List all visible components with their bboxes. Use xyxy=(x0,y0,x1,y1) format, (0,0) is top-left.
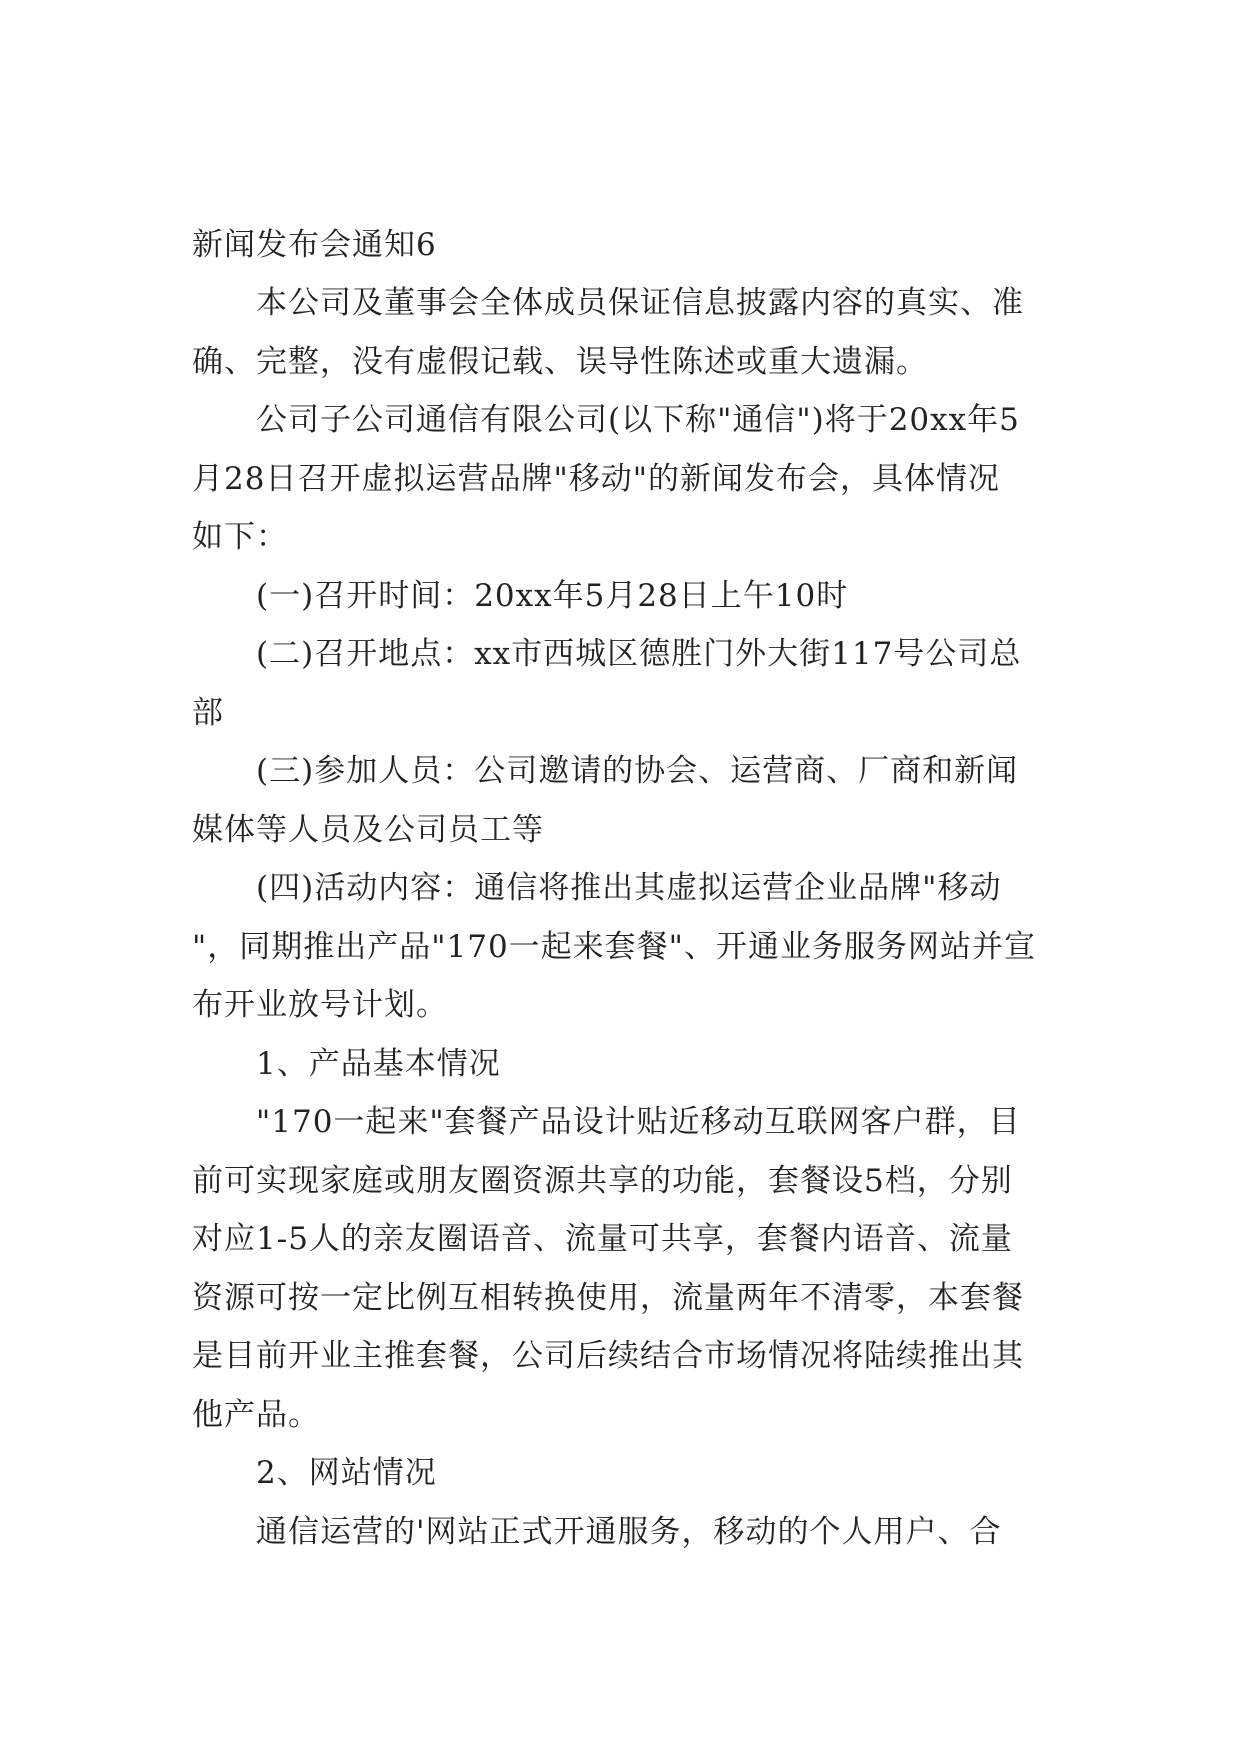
paragraph-line: 他产品。 xyxy=(192,1397,320,1433)
paragraph-line: (一)召开时间：20xx年5月28日上午10时 xyxy=(256,578,849,614)
paragraph-line: 前可实现家庭或朋友圈资源共享的功能，套餐设5档，分别 xyxy=(192,1163,1013,1199)
paragraph-line: 如下： xyxy=(192,519,288,555)
paragraph-line: 月28日召开虚拟运营品牌"移动"的新闻发布会，具体情况 xyxy=(192,461,1000,497)
paragraph-line: (三)参加人员：公司邀请的协会、运营商、厂商和新闻 xyxy=(256,753,1019,789)
paragraph-line: "170一起来"套餐产品设计贴近移动互联网客户群，目 xyxy=(256,1104,1021,1140)
paragraph-line: (二)召开地点：xx市西城区德胜门外大街117号公司总 xyxy=(256,636,1022,672)
paragraph-line: (四)活动内容：通信将推出其虚拟运营企业品牌"移动 xyxy=(256,870,1002,906)
paragraph-line: 布开业放号计划。 xyxy=(192,987,448,1023)
paragraph-line: 公司子公司通信有限公司(以下称"通信")将于20xx年5 xyxy=(256,402,1020,438)
document-title: 新闻发布会通知6 xyxy=(192,227,437,263)
paragraph-line: 部 xyxy=(192,695,224,731)
paragraph-line: 资源可按一定比例互相转换使用，流量两年不清零，本套餐 xyxy=(192,1280,1024,1316)
paragraph-line: 通信运营的'网站正式开通服务，移动的个人用户、合 xyxy=(256,1514,1002,1550)
paragraph-line: 媒体等人员及公司员工等 xyxy=(192,812,544,848)
paragraph-line: 确、完整，没有虚假记载、误导性陈述或重大遗漏。 xyxy=(192,344,928,380)
paragraph-line: 本公司及董事会全体成员保证信息披露内容的真实、准 xyxy=(256,285,1024,321)
paragraph-line: 是目前开业主推套餐，公司后续结合市场情况将陆续推出其 xyxy=(192,1338,1024,1374)
section-heading: 2、网站情况 xyxy=(256,1455,437,1491)
section-heading: 1、产品基本情况 xyxy=(256,1046,501,1082)
paragraph-line: "，同期推出产品"170一起来套餐"、开通业务服务网站并宣 xyxy=(192,929,1036,965)
paragraph-line: 对应1-5人的亲友圈语音、流量可共享，套餐内语音、流量 xyxy=(192,1221,1013,1257)
